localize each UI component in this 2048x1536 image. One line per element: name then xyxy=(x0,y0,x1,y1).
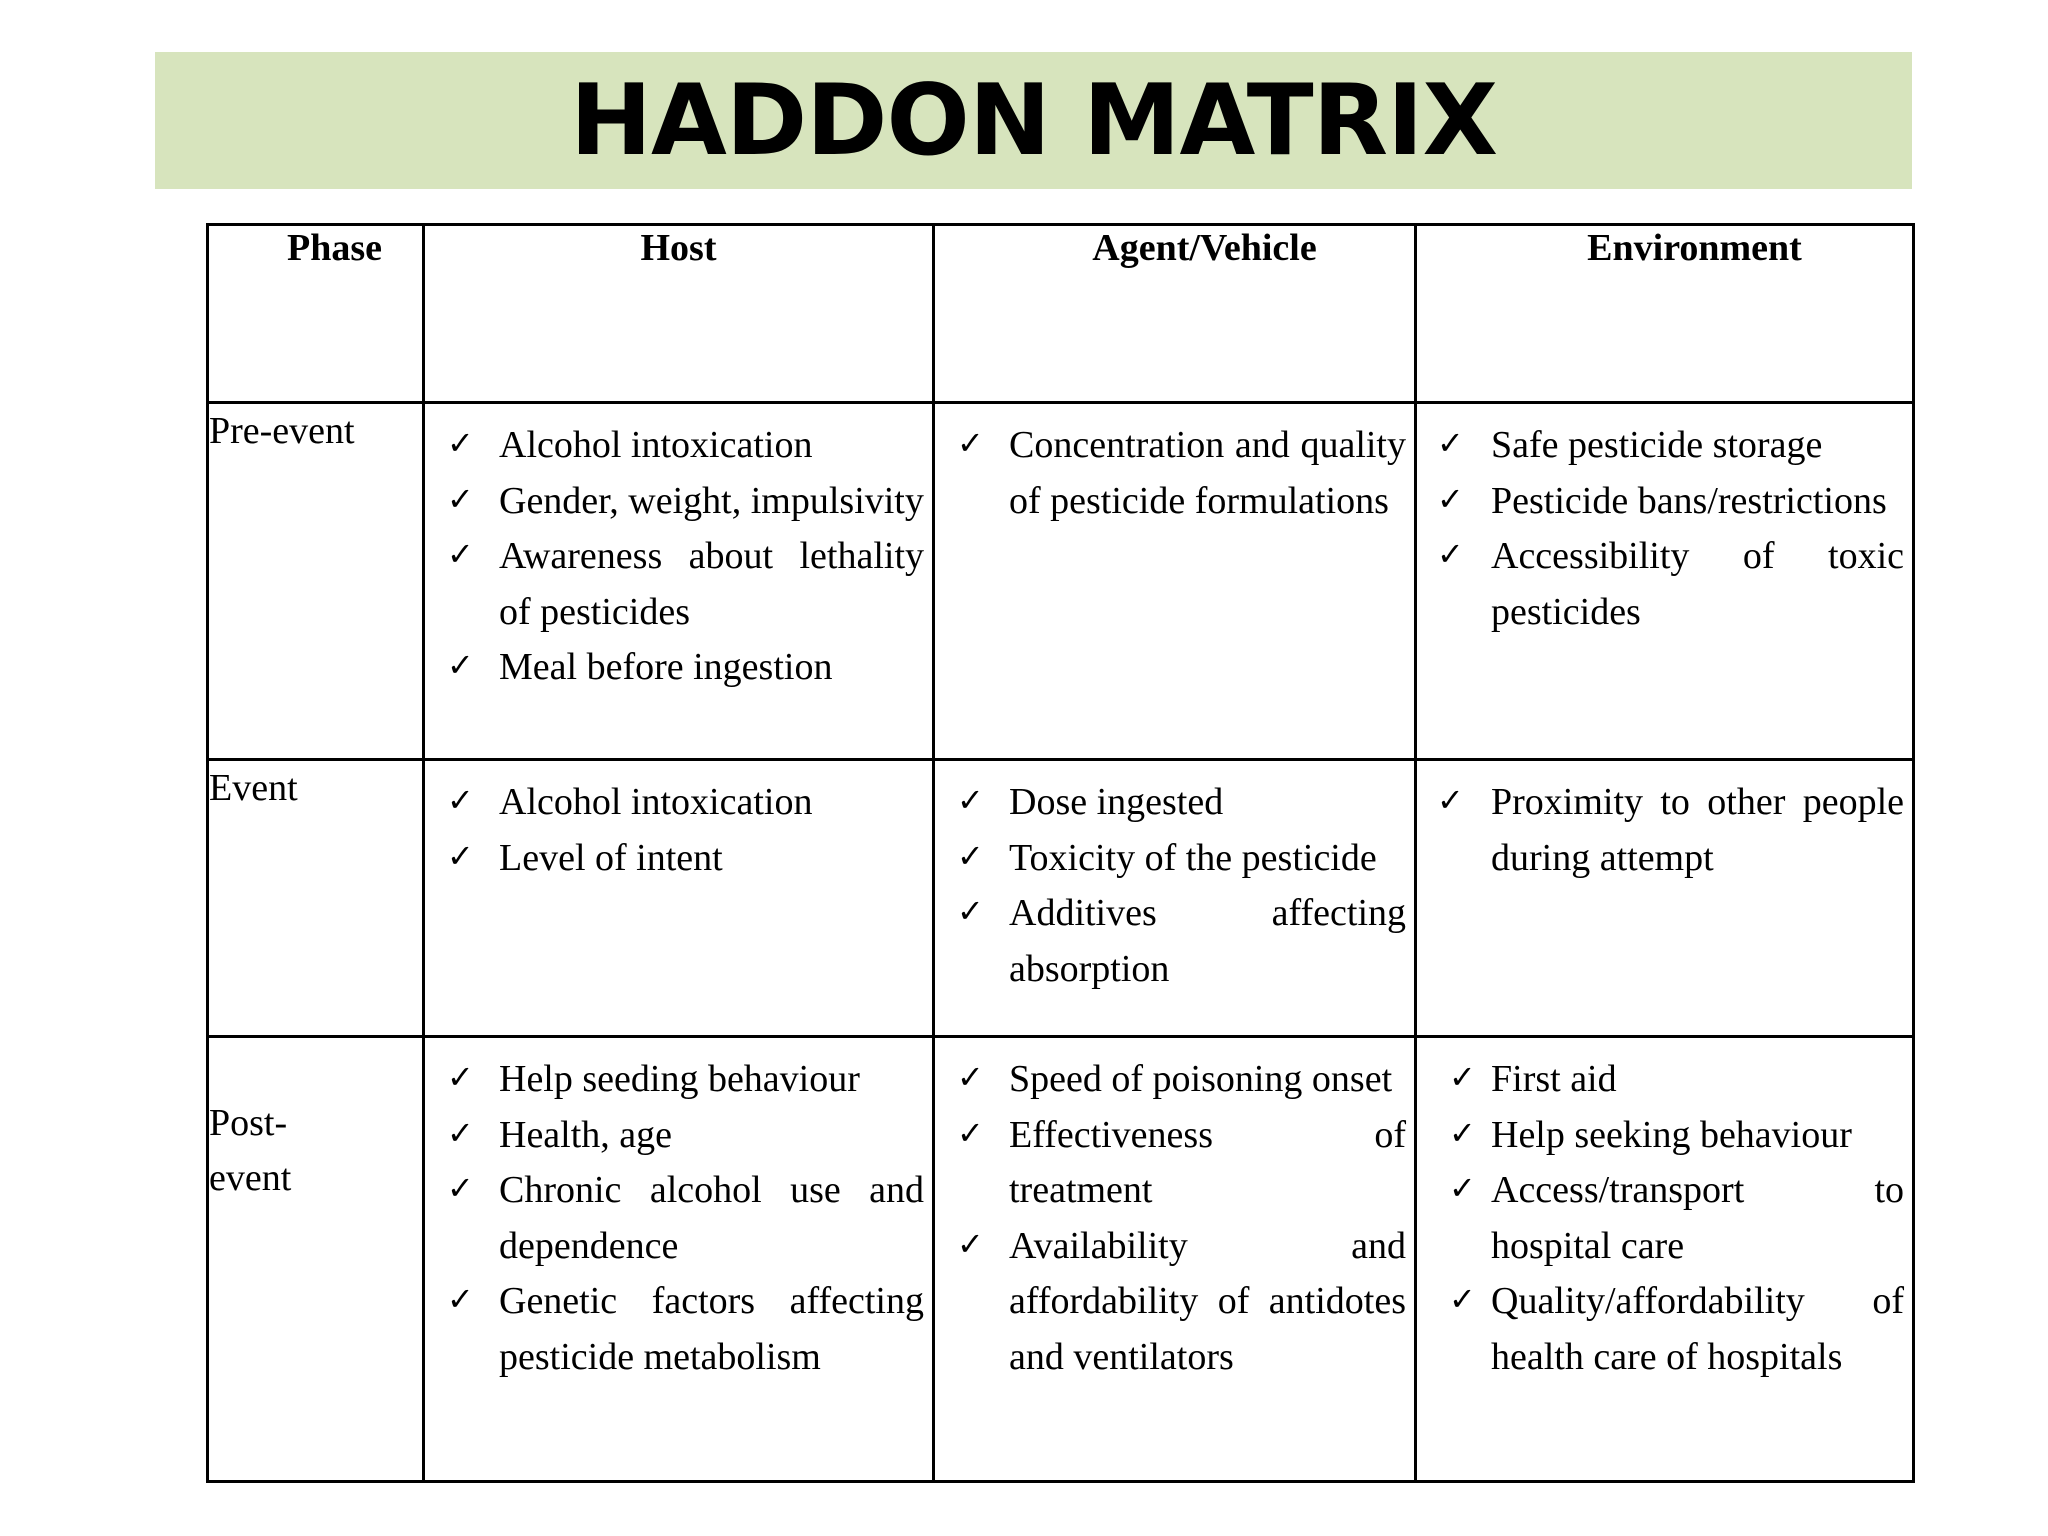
haddon-matrix-table xyxy=(206,223,1915,1483)
header-row xyxy=(208,225,1914,403)
check-icon: ✓ xyxy=(957,1113,984,1152)
cell-post-event-host xyxy=(424,1037,934,1482)
list-item: ✓ Effectiveness of treatment xyxy=(935,1108,1406,1219)
list-item: ✓ Dose ingested xyxy=(935,775,1406,831)
list-item: ✓ Accessibility of toxic pesticides xyxy=(1417,529,1904,640)
check-icon: ✓ xyxy=(957,892,984,930)
cell-event-environment xyxy=(1416,760,1914,1037)
check-icon: ✓ xyxy=(1437,781,1464,819)
check-icon: ✓ xyxy=(447,1169,474,1207)
list-item: ✓ Availability and affordability of antidotes and ventilators xyxy=(935,1219,1406,1386)
check-icon: ✓ xyxy=(957,1058,984,1096)
header-host: Host xyxy=(424,225,934,403)
list-item: ✓ Quality/affordability of health care of hospitals xyxy=(1417,1274,1904,1385)
phase-pre-event: Pre-event xyxy=(208,403,424,760)
list-item: ✓ Proximity to other people during attempt xyxy=(1417,775,1904,886)
cell-event-host xyxy=(424,760,934,1037)
slide-title: HADDON MATRIX xyxy=(569,63,1498,178)
list-item: ✓ Meal before ingestion xyxy=(425,640,924,696)
list-item: ✓ Access/transport to hospital care xyxy=(1417,1163,1904,1274)
list-item: ✓ Additives affecting absorption xyxy=(935,886,1406,997)
list-item: ✓ Alcohol intoxication xyxy=(425,418,924,474)
check-icon: ✓ xyxy=(1437,479,1464,518)
cell-event-agent xyxy=(934,760,1416,1037)
table-row-event xyxy=(208,760,1914,1037)
check-icon: ✓ xyxy=(447,535,474,573)
check-icon: ✓ xyxy=(1449,1169,1476,1207)
list-item: ✓ Help seeking behaviour xyxy=(1417,1108,1904,1164)
cell-pre-event-host xyxy=(424,403,934,760)
header-agent: Agent/Vehicle xyxy=(934,225,1416,403)
cell-pre-event-environment xyxy=(1416,403,1914,760)
list-item: ✓ Pesticide bans/restrictions xyxy=(1417,474,1904,530)
cell-post-event-environment xyxy=(1416,1037,1914,1482)
check-icon: ✓ xyxy=(447,1058,474,1096)
check-icon: ✓ xyxy=(447,424,474,462)
check-icon: ✓ xyxy=(1437,535,1464,573)
list-item: ✓ Speed of poisoning onset xyxy=(935,1052,1406,1108)
check-icon: ✓ xyxy=(447,646,474,684)
cell-pre-event-agent xyxy=(934,403,1416,760)
check-icon: ✓ xyxy=(447,1113,474,1152)
list-item: ✓ Health, age xyxy=(425,1108,924,1164)
check-icon: ✓ xyxy=(957,836,984,875)
check-icon: ✓ xyxy=(1449,1113,1476,1152)
list-item: ✓ Chronic alcohol use and dependence xyxy=(425,1163,924,1274)
list-item: ✓ Alcohol intoxication xyxy=(425,775,924,831)
list-item: ✓ Concentration and quality of pesticide formulations xyxy=(935,418,1406,529)
list-item: ✓ First aid xyxy=(1417,1052,1904,1108)
check-icon: ✓ xyxy=(957,1224,984,1263)
list-item: ✓ Help seeding behaviour xyxy=(425,1052,924,1108)
cell-post-event-agent xyxy=(934,1037,1416,1482)
header-environment: Environment xyxy=(1416,225,1914,403)
check-icon: ✓ xyxy=(957,781,984,819)
check-icon: ✓ xyxy=(447,781,474,819)
header-phase: Phase xyxy=(208,225,424,403)
table-row-post-event xyxy=(208,1037,1914,1482)
check-icon: ✓ xyxy=(957,424,984,462)
check-icon: ✓ xyxy=(447,1280,474,1318)
phase-post-event: Post- event xyxy=(208,1037,424,1482)
check-icon: ✓ xyxy=(447,836,474,875)
check-icon: ✓ xyxy=(447,479,474,518)
list-item: ✓ Genetic factors affecting pesticide metabolism xyxy=(425,1274,924,1385)
list-item: ✓ Level of intent xyxy=(425,831,924,887)
list-item: ✓ Awareness about lethality of pesticides xyxy=(425,529,924,640)
check-icon: ✓ xyxy=(1449,1058,1476,1096)
list-item: ✓ Gender, weight, impulsivity xyxy=(425,474,924,530)
phase-event: Event xyxy=(208,760,424,1037)
check-icon: ✓ xyxy=(1437,424,1464,462)
list-item: ✓ Safe pesticide storage xyxy=(1417,418,1904,474)
table-row-pre-event xyxy=(208,403,1914,760)
list-item: ✓ Toxicity of the pesticide xyxy=(935,831,1406,887)
title-band xyxy=(155,52,1912,189)
check-icon: ✓ xyxy=(1449,1280,1476,1318)
